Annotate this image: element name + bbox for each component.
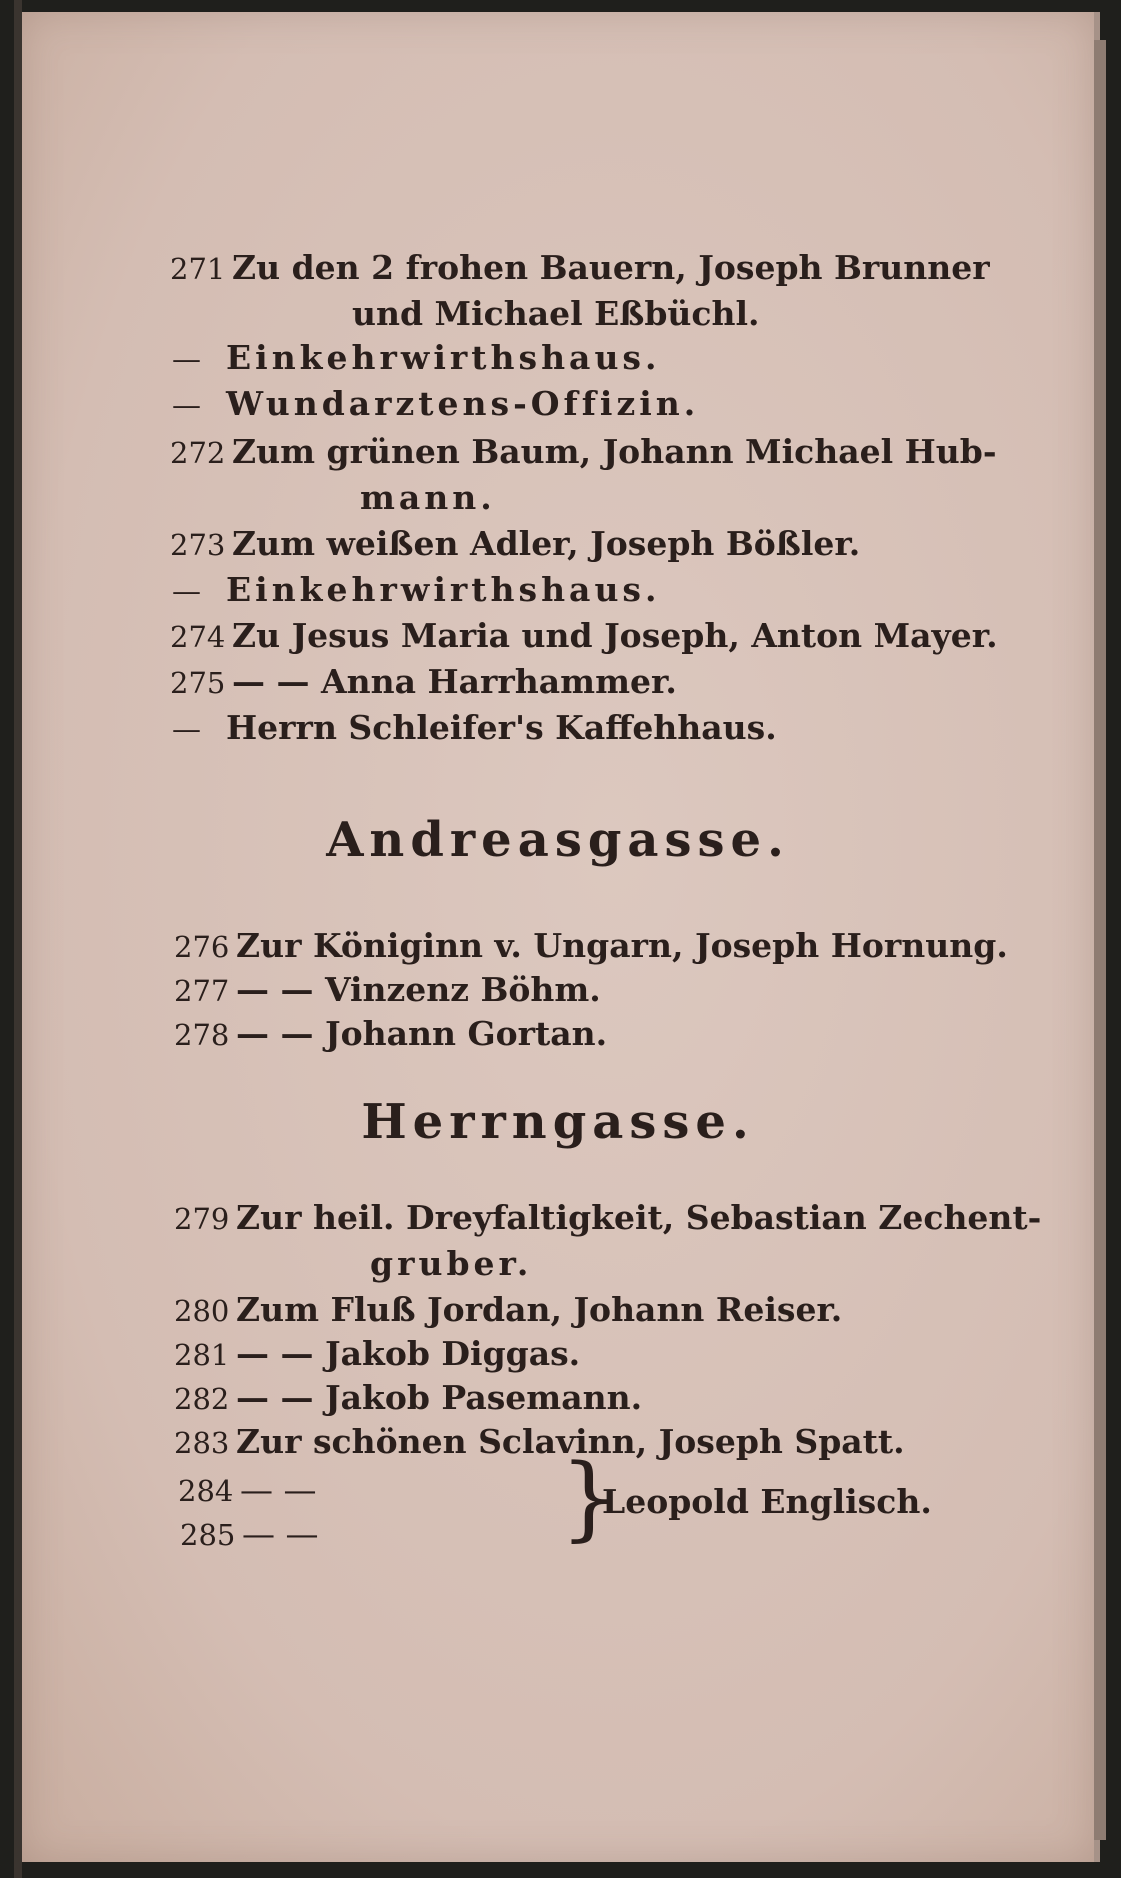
- house-number: 276: [174, 930, 230, 964]
- entry-text: — —: [242, 1514, 319, 1553]
- house-number: 282: [174, 1382, 230, 1416]
- entry-text: mann.: [360, 478, 496, 517]
- entry-text: Zur Königinn v. Ungarn, Joseph Hornung.: [236, 926, 1008, 965]
- entry-line: [174, 1014, 607, 1055]
- entry-text: — — Anna Harrhammer.: [232, 662, 677, 701]
- book-page: [22, 12, 1100, 1862]
- entry-line: [170, 432, 997, 473]
- entry-line: [174, 1378, 642, 1419]
- entry-text: Einkehrwirthshaus.: [226, 338, 661, 377]
- entry-line: [174, 970, 601, 1011]
- entry-line: [172, 384, 699, 425]
- house-number: 283: [174, 1426, 230, 1460]
- house-number: 273: [170, 528, 226, 562]
- entry-line: [370, 1244, 532, 1284]
- entry-text: Zur heil. Dreyfaltigkeit, Sebastian Zechent-: [236, 1198, 1042, 1237]
- entry-line: [360, 478, 496, 518]
- house-number: 271: [170, 252, 226, 286]
- entry-text: Zu den 2 frohen Bauern, Joseph Brunner: [232, 248, 990, 287]
- entry-text: Zum Fluß Jordan, Johann Reiser.: [236, 1290, 843, 1329]
- entry-line: [180, 1514, 319, 1555]
- entry-text: gruber.: [370, 1244, 533, 1283]
- entry-line: [174, 926, 1008, 967]
- entry-line: [170, 248, 990, 289]
- grouping-brace: }: [560, 1444, 619, 1551]
- entry-text: Wundarztens-Offizin.: [226, 384, 700, 423]
- entry-line: [352, 294, 760, 334]
- entry-line: [170, 662, 677, 703]
- house-number: 280: [174, 1294, 230, 1328]
- page-edge: [1094, 40, 1106, 1840]
- dash-mark: —: [172, 574, 205, 608]
- house-number: 277: [174, 974, 230, 1008]
- entry-line: [172, 338, 661, 379]
- entry-text: — —: [240, 1470, 317, 1509]
- book-gutter: [14, 0, 22, 1878]
- house-number: 275: [170, 666, 226, 700]
- entry-line: [174, 1290, 842, 1331]
- house-number: 279: [174, 1202, 230, 1236]
- brace-label: Leopold Englisch.: [602, 1482, 932, 1521]
- street-heading: Herrngasse.: [361, 1094, 755, 1150]
- entry-text: — — Jakob Diggas.: [236, 1334, 581, 1373]
- street-heading: Andreasgasse.: [326, 812, 790, 868]
- house-number: 281: [174, 1338, 230, 1372]
- entry-text: — — Vinzenz Böhm.: [236, 970, 601, 1009]
- house-number: 274: [170, 620, 226, 654]
- entry-line: [174, 1198, 1041, 1239]
- house-number: 285: [180, 1518, 236, 1552]
- entry-text: Einkehrwirthshaus.: [226, 570, 661, 609]
- entry-line: [178, 1470, 317, 1511]
- dash-mark: —: [172, 342, 205, 376]
- dash-mark: —: [172, 388, 205, 422]
- entry-line: [172, 570, 661, 611]
- entry-line: [172, 708, 777, 749]
- entry-text: Zum weißen Adler, Joseph Bößler.: [232, 524, 861, 563]
- entry-text: — — Jakob Pasemann.: [236, 1378, 643, 1417]
- entry-line: [174, 1334, 580, 1375]
- house-number: 272: [170, 436, 226, 470]
- entry-text: — — Johann Gortan.: [236, 1014, 608, 1053]
- entry-line: [170, 524, 860, 565]
- entry-text: Herrn Schleifer's Kaffehhaus.: [226, 708, 777, 747]
- entry-text: Zum grünen Baum, Johann Michael Hub-: [232, 432, 997, 471]
- entry-text: und Michael Eßbüchl.: [352, 294, 760, 333]
- entry-text: Zur schönen Sclavinn, Joseph Spatt.: [236, 1422, 905, 1461]
- dash-mark: —: [172, 712, 201, 746]
- entry-text: Zu Jesus Maria und Joseph, Anton Mayer.: [232, 616, 998, 655]
- entry-line: [170, 616, 998, 657]
- entry-line: [174, 1422, 905, 1463]
- house-number: 278: [174, 1018, 230, 1052]
- house-number: 284: [178, 1474, 234, 1508]
